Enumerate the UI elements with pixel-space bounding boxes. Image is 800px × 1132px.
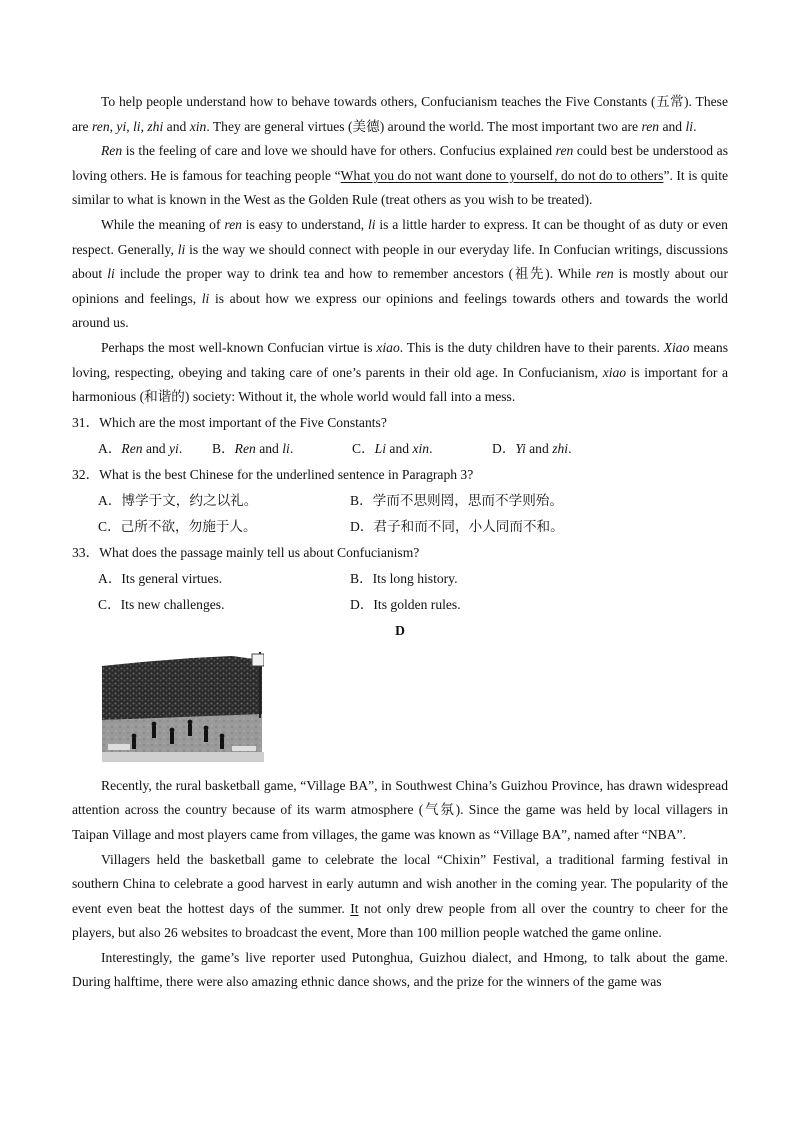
question-31 <box>72 410 728 462</box>
option-d[interactable]: D．Yi and zhi. <box>492 440 572 456</box>
passage-c <box>72 90 728 410</box>
option-c[interactable]: C．Li and xin. <box>352 440 433 456</box>
question-stem: 33．What does the passage mainly tell us about Confucianism? <box>72 544 420 560</box>
option-d[interactable]: D．君子和而不同，小人同而不和。 <box>350 518 564 534</box>
question-32 <box>72 462 728 540</box>
option-b[interactable]: B．Its long history. <box>350 570 458 586</box>
paragraph: Villagers held the basketball game to celebrate the local “Chixin” Festival, a traditional farming festival in southern China to celebrate a good harvest in early autumn and wish another in the coming year. The popularity of the event even beat the hottest days of the summer. It not only drew people from all over the country to cheer for the players, but also 26 websites to broadcast the event, More than 100 million people watched the game online. <box>72 851 728 941</box>
option-c[interactable]: C．Its new challenges. <box>98 596 225 612</box>
passage-d <box>72 774 728 995</box>
question-stem: 32．What is the best Chinese for the underlined sentence in Paragraph 3? <box>72 466 474 482</box>
question-33 <box>72 540 728 618</box>
paragraph: Ren is the feeling of care and love we should have for others. Confucius explained ren could best be understood as loving others. He is famous for teaching people “What you do not want done to yourself, do not do to others”. It is quite similar to what is known in the West as the Golden Rule (treat others as you wish to be treated). <box>72 143 729 208</box>
exam-page <box>72 90 728 995</box>
basketball-crowd-photo-icon <box>102 652 264 762</box>
option-a[interactable]: A．博学于文，约之以礼。 <box>98 492 258 508</box>
paragraph: Interestingly, the game’s live reporter used Putonghua, Guizhou dialect, and Hmong, to talk about the game. During halftime, there were also amazing ethnic dance shows, and the prize for the winners of the game was <box>72 949 728 990</box>
option-a[interactable]: A．Its general virtues. <box>98 570 223 586</box>
option-b[interactable]: B．学而不思则罔，思而不学则殆。 <box>350 492 563 508</box>
paragraph: Perhaps the most well-known Confucian virtue is xiao. This is the duty children have to their parents. Xiao means loving, respecting, obeying and taking care of one’s parents in their old age. In Confucianism, xiao is important for a harmonious (和谐的) society: Without it, the whole world would fall into a mess. <box>72 339 729 405</box>
option-d[interactable]: D．Its golden rules. <box>350 596 461 612</box>
question-stem: 31．Which are the most important of the Five Constants? <box>72 414 387 430</box>
option-c[interactable]: C．己所不欲，勿施于人。 <box>98 518 257 534</box>
options-row <box>72 436 728 462</box>
option-b[interactable]: B．Ren and li. <box>212 440 294 456</box>
paragraph: While the meaning of ren is easy to understand, li is a little harder to express. It can be thought of as duty or even respect. Generally, li is the way we should connect with people in our everyday life. In Confucian writings, discussions about li include the proper way to drink tea and how to remember ancestors (祖先). While ren is mostly about our opinions and feelings, li is about how we express our opinions and feelings towards others and towards the world around us. <box>72 216 729 331</box>
paragraph: Recently, the rural basketball game, “Village BA”, in Southwest China’s Guizhou Province, has drawn widespread attention across the country because of its warm atmosphere (气氛). Since the game was held by local villagers in Taipan Village and most players came from villages, the game was known as “Village BA”, named after “NBA”. <box>72 777 728 842</box>
options-grid <box>72 488 728 540</box>
paragraph: To help people understand how to behave towards others, Confucianism teaches the Five Constants (五常). These are ren, yi, li, zhi and xin. They are general virtues (美德) around the world. The most important two are ren and li. <box>72 94 728 134</box>
section-heading: D <box>395 622 405 638</box>
options-grid <box>72 566 728 618</box>
option-a[interactable]: A．Ren and yi. <box>98 440 183 456</box>
